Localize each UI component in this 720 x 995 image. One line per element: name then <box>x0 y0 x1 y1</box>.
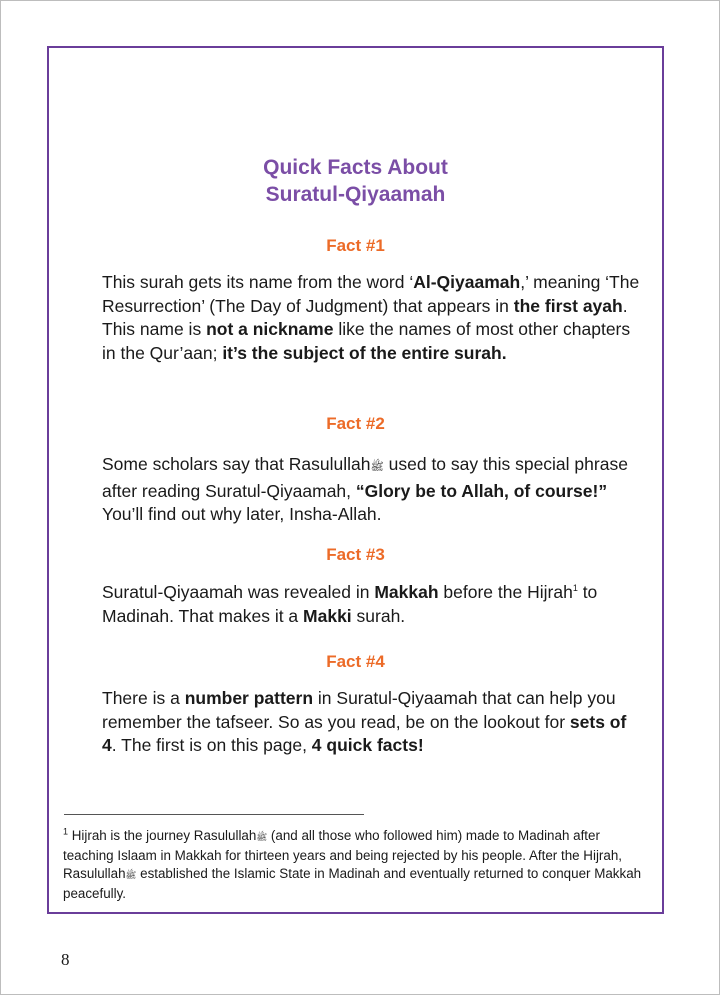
fact-3-text-part: surah. <box>351 605 406 626</box>
title-line-1: Quick Facts About <box>263 156 448 179</box>
fact-1-text-part: This surah gets its name from the word ‘ <box>102 272 414 292</box>
salutation-glyph: ﷺ <box>125 870 137 880</box>
fact-2-text-part: You’ll find out why later, Insha-Allah. <box>102 504 382 524</box>
fact-1-heading: Fact #1 <box>326 236 385 255</box>
page-title <box>49 154 662 208</box>
fact-2-phrase: “Glory be to Allah, of course!” <box>355 480 608 501</box>
fact-1-text-part: . This name is <box>102 295 628 339</box>
fact-2-text <box>102 453 642 527</box>
fact-4-term-quick-facts: 4 quick facts! <box>311 735 424 755</box>
footnote-divider <box>64 814 364 815</box>
fact-4-term-number-pattern: number pattern <box>184 688 314 708</box>
fact-2-text-part: used to say this special phrase after reading Suratul-Qiyaamah, <box>102 454 628 501</box>
footnote-reference: 1 <box>572 583 578 594</box>
fact-1-text-part: ,’ meaning ‘The Resurrection’ (The Day of Judgment) that appears in <box>102 272 640 316</box>
title-line-2: Suratul-Qiyaamah <box>265 183 446 206</box>
fact-4-text-part: There is a <box>102 688 185 708</box>
fact-4-term-sets-of-4: sets of 4 <box>102 711 627 755</box>
fact-4-text-part: . The first is on this page, <box>111 735 312 755</box>
fact-1-text <box>102 271 642 365</box>
fact-1-term-not-nickname: not a nickname <box>206 319 334 339</box>
fact-3-heading: Fact #3 <box>326 545 385 564</box>
footnote-text-part: (and all those who followed him) made to Madinah after teaching Islaam in Makkah for thirteen years and being rejected by his people. After the Hijrah, Rasulullah <box>63 828 622 881</box>
fact-4-text <box>102 687 642 758</box>
fact-1-text-part: like the names of most other chapters in the Qur’aan; <box>102 319 631 363</box>
fact-2-text-part: Some scholars say that Rasulullah <box>102 454 371 474</box>
footnote <box>63 827 643 903</box>
fact-3-text-part: to Madinah. That makes it a <box>102 582 598 626</box>
fact-3-term-makki: Makki <box>303 605 352 626</box>
salutation-glyph: ﷺ <box>256 832 268 842</box>
fact-3-text-part: before the Hijrah <box>438 582 573 602</box>
fact-2-heading: Fact #2 <box>326 414 385 433</box>
page-number: 8 <box>61 950 70 969</box>
footnote-text-part: established the Islamic State in Madinah and eventually returned to conquer Makkah peacefully. <box>63 866 642 901</box>
fact-1-term-al-qiyaamah: Al-Qiyaamah <box>413 272 521 292</box>
fact-4-heading: Fact #4 <box>326 652 385 671</box>
fact-3-term-makkah: Makkah <box>374 582 439 602</box>
fact-3-text-part: Suratul-Qiyaamah was revealed in <box>102 582 375 602</box>
fact-4-text-part: in Suratul-Qiyaamah that can help you remember the tafseer. So as you read, be on the lookout for <box>102 688 616 732</box>
fact-1-term-first-ayah: the first ayah <box>513 295 623 316</box>
salutation-glyph: ﷺ <box>370 461 384 473</box>
fact-1-term-subject: it’s the subject of the entire surah. <box>222 342 507 363</box>
content-frame <box>47 46 664 914</box>
footnote-text-part: Hijrah is the journey Rasulullah <box>68 828 257 843</box>
footnote-marker: 1 <box>63 826 69 837</box>
fact-3-text <box>102 581 642 628</box>
